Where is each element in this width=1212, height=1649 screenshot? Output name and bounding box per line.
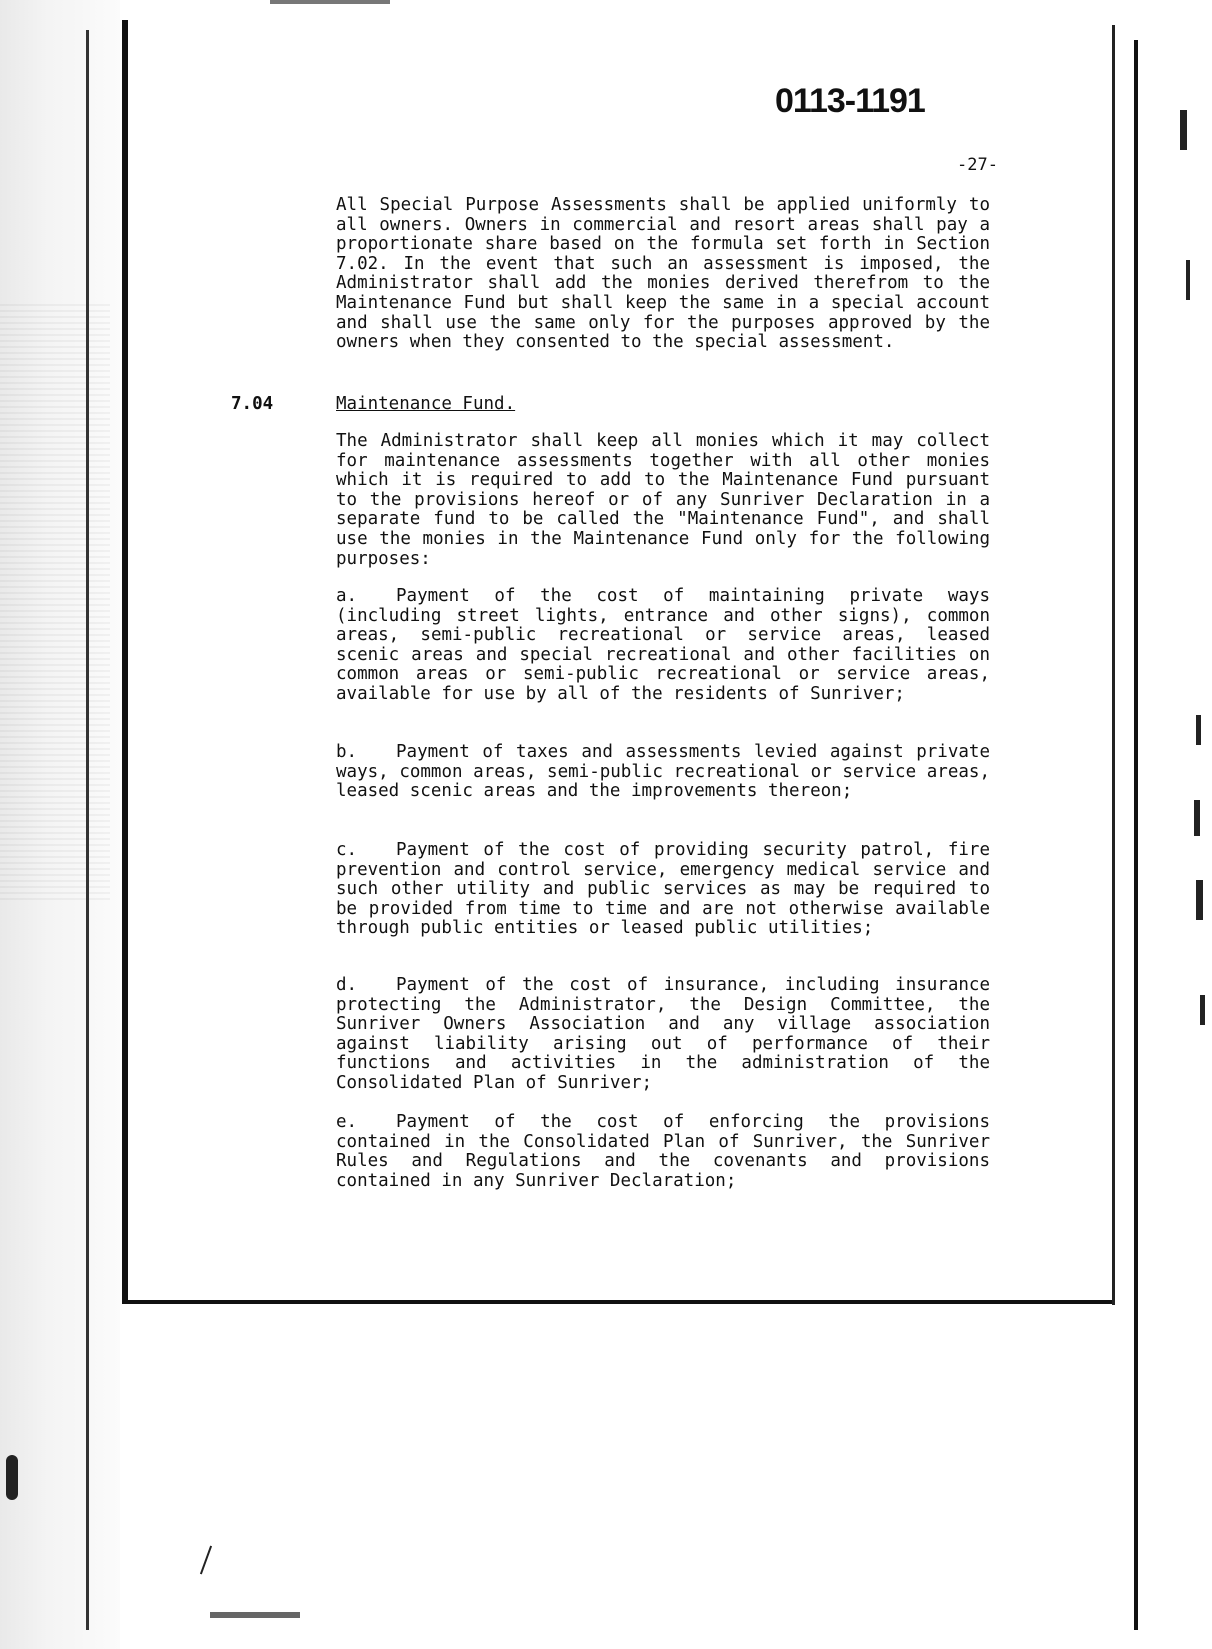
list-item — [336, 841, 990, 939]
scan-border-right — [1134, 40, 1138, 1630]
scan-border-line — [86, 30, 89, 1630]
list-item — [336, 976, 990, 1094]
scan-noise — [0, 300, 110, 900]
list-item-text: Payment of the cost of providing security patrol, fire prevention and control service, emergency medical service and such other utility and public services as may be required to be provided from time to time and are not otherwise available through public entities or leased public utilities; — [336, 840, 990, 939]
section-heading: Maintenance Fund. — [336, 394, 516, 414]
page-frame-left — [122, 20, 128, 1300]
list-item-text: Payment of taxes and assessments levied against private ways, common areas, semi-public recreational or service areas, leased scenic areas and the improvements thereon; — [336, 742, 990, 802]
scan-mark — [200, 1546, 212, 1575]
scan-mark — [1194, 800, 1200, 836]
list-item — [336, 587, 990, 705]
scan-speck — [210, 1612, 300, 1618]
scan-mark — [1196, 715, 1201, 745]
scan-mark — [6, 1455, 18, 1500]
scan-mark — [1200, 995, 1205, 1025]
list-item-text: Payment of the cost of maintaining private ways (including street lights, entrance and other signs), common areas, semi-public recreational or service areas, leased scenic areas and special recreational and other facilities on common areas or semi-public recreational or service areas, available for use by all of the residents of Sunriver; — [336, 586, 990, 704]
section-number: 7.04 — [231, 394, 274, 414]
list-item-text: Payment of the cost of insurance, including insurance protecting the Administrator, the Design Committee, the Sunriver Owners Association and any village association against liability arising out of performance of their functions and activities in the administration of the Consolidated Plan of Sunriver; — [336, 975, 990, 1093]
scan-mark — [1186, 260, 1190, 300]
list-item-letter: b. — [336, 742, 358, 762]
scan-speck — [270, 0, 390, 4]
document-number: 0113-1191 — [775, 82, 925, 120]
scan-mark — [1196, 880, 1203, 920]
list-item-letter: e. — [336, 1112, 358, 1132]
list-item — [336, 1113, 990, 1191]
page-frame-right — [1112, 25, 1115, 1305]
list-item — [336, 743, 990, 802]
list-item-letter: c. — [336, 840, 358, 860]
list-item-letter: a. — [336, 586, 358, 606]
section-paragraph: The Administrator shall keep all monies which it may collect for maintenance assessments together with all other monies which it is required to add to the Maintenance Fund pursuant to the provisions hereof or of any Sunriver Declaration in a separate fund to be called the "Maintenance Fund", and shall use the monies in the Maintenance Fund only for the following purposes: — [336, 431, 990, 569]
page-number: -27- — [957, 155, 998, 175]
list-item-letter: d. — [336, 975, 358, 995]
scan-mark — [1180, 110, 1187, 150]
list-item-text: Payment of the cost of enforcing the provisions contained in the Consolidated Plan of Sunriver, the Sunriver Rules and Regulations and the covenants and provisions contained in any Sunriver Declaration; — [336, 1112, 990, 1191]
intro-paragraph: All Special Purpose Assessments shall be applied uniformly to all owners. Owners in commercial and resort areas shall pay a proportionate share based on the formula set forth in Section 7.02. In the event that such an assessment is imposed, the Administrator shall add the monies derived therefrom to the Maintenance Fund but shall keep the same in a special account and shall use the same only for the purposes approved by the owners when they consented to the special assessment. — [336, 195, 990, 353]
page-frame-bottom — [122, 1300, 1114, 1304]
